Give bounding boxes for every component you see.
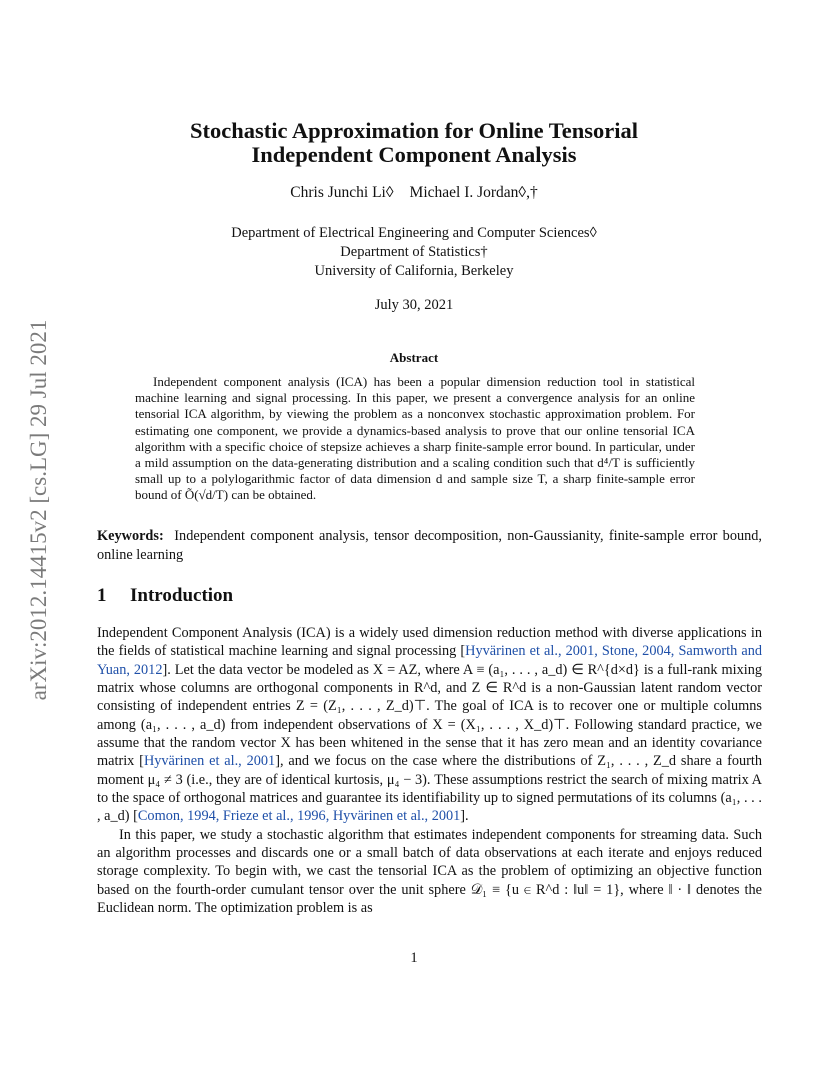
section-number: 1 [97,585,107,606]
title-line-1: Stochastic Approximation for Online Tensorial [190,118,638,143]
abstract-text: Independent component analysis (ICA) has been a popular dimension reduction tool in statistical machine learning and signal processing. In this paper, we present a convergence analysis for an online tensorial ICA algorithm, by viewing the problem as a nonconvex stochastic approximation problem. For estimating one component, we provide a dynamics-based analysis to prove that our online tensorial ICA algorithm with a specific choice of stepsize achieves a sharp finite-sample error bound. In particular, under a mild assumption on the data-generating distribution and a scaling condition such that d⁴/T is sufficiently small up to a polylogarithmic factor of data dimension d and sample size T, a sharp finite-sample error bound of Õ(√d/T) can be obtained. [135,374,695,503]
p1-text-2: ]. Let the data vector be modeled as X = AZ, where A ≡ (a₁, . . . , a_d) ∈ R^{d×d} is a full-rank mixing matrix whose columns are orthogonal components in R^d, and Z ∈ R^d is a non-Gaussian latent random vector consisting of independent entries Z = (Z₁, . . . , Z_d)⊤. The goal of ICA is to recover one or multiple columns among (a₁, . . . , a_d) from independent observations of X = (X₁, . . . , X_d)⊤. Following standard practice, we assume that the random vector X has been whitened in the sense that it has zero mean and an identity covariance matrix [ [97,661,763,770]
title-line-2: Independent Component Analysis [251,142,577,167]
section-title: Introduction [130,585,234,606]
page-number: 1 [410,950,418,966]
affiliation-eecs: Department of Electrical Engineering and Computer Sciences◊ [231,225,597,241]
keywords-text: Independent component analysis, tensor decomposition, non-Gaussianity, finite-sample error bound, online learning [97,528,762,563]
p1-text-1: Independent Component Analysis (ICA) is a widely used dimension reduction method with diverse applications in the fields of statistical machine learning and signal processing [ [97,625,762,660]
citation-link-3[interactable]: Comon, 1994, Frieze et al., 1996, Hyvärinen et al., 2001 [137,808,461,825]
author-li: Chris Junchi Li◊ [290,184,394,201]
affiliation-statistics: Department of Statistics† [340,244,488,260]
paper-date: July 30, 2021 [374,297,454,313]
paper-title [0,119,828,167]
author-jordan: Michael I. Jordan◊,† [409,184,538,201]
introduction-body [97,624,762,918]
p1-text-4: ]. [460,808,469,825]
citation-link-1[interactable]: Hyvärinen et al., 2001, Stone, 2004, Samworth and Yuan, 2012 [97,643,762,678]
keywords [97,527,762,564]
section-heading [97,585,233,607]
arxiv-stamp-text: arXiv:2012.14415v2 [cs.LG] 29 Jul 2021 [26,319,51,701]
p1-text-3: ], and we focus on the case where the distributions of Z₁, . . . , Z_d share a fourth moment μ₄ ≠ 3 (i.e., they are of identical kurtosis, μ₄ − 3). These assumptions restrict the search of mixing matrix A to the space of orthogonal matrices and guarantee its identifiability up to signed permutations of its columns (a₁, . . . , a_d) [ [97,753,763,825]
affiliation-university: University of California, Berkeley [314,263,514,279]
author-list [0,184,828,202]
intro-paragraph-2: In this paper, we study a stochastic algorithm that estimates independent components for streaming data. Such an algorithm processes and discards one or a small batch of data observations at each iterate and enjoys reduced storage complexity. To begin with, we cast the tensorial ICA as the problem of optimizing an objective function based on the fourth-order cumulant tensor over the unit sphere 𝒟₁ ≡ {u ∈ R^d : ‖u‖ = 1}, where ‖ · ‖ denotes the Euclidean norm. The optimization problem is as [97,826,762,917]
keywords-label: Keywords: [97,528,164,544]
intro-paragraph-1 [97,624,762,826]
citation-link-2[interactable]: Hyvärinen et al., 2001 [143,753,276,770]
affiliations [0,224,828,281]
abstract-heading: Abstract [389,350,439,365]
